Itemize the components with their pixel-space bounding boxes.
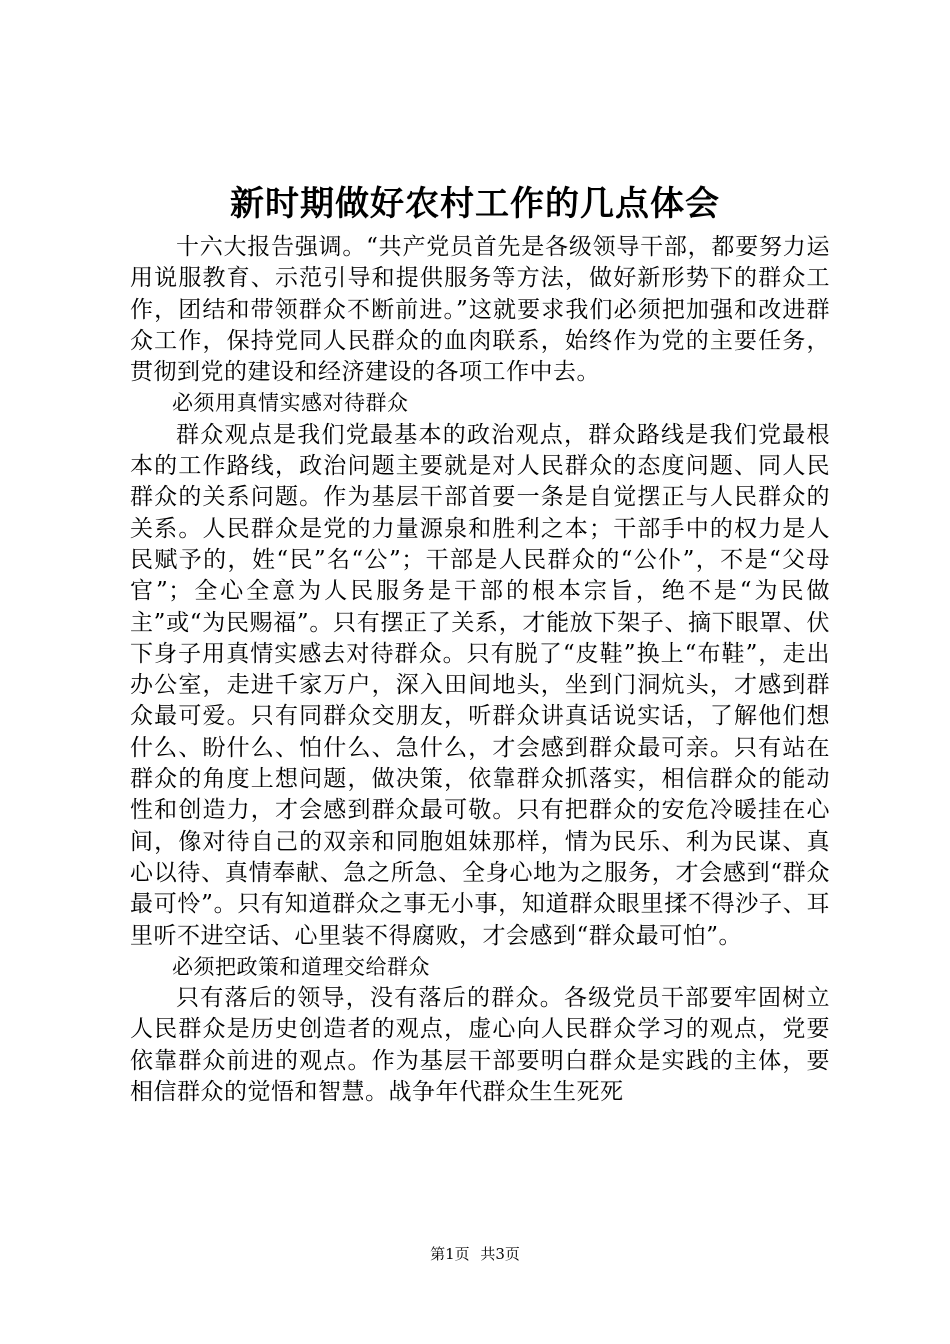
page-number: 第1页 (430, 1245, 470, 1263)
paragraph-section-1: 群众观点是我们党最基本的政治观点，群众路线是我们党最根本的工作路线，政治问题主要就是对人民群众的态度问题、同人民群众的关系问题。作为基层干部首要一条是自觉摆正与人民群众的关系。人民群众是党的力量源泉和胜利之本；干部手中的权力是人民赋予的，姓“民”名“公”；干部是人民群众的“公仆”，不是“父母官”；全心全意为人民服务是干部的根本宗旨，绝不是“为民做主”或“为民赐福”。只有摆正了关系，才能放下架子、摘下眼罩、伏下身子用真情实感去对待群众。只有脱了“皮鞋”换上“布鞋”，走出办公室，走进千家万户，深入田间地头，坐到门洞炕头，才感到群众最可爱。只有同群众交朋友，听群众讲真话说实话，了解他们想什么、盼什么、怕什么、急什么，才会感到群众最可亲。只有站在群众的角度上想问题，做决策，依靠群众抓落实，相信群众的能动性和创造力，才会感到群众最可敬。只有把群众的安危冷暖挂在心间，像对待自己的双亲和同胞姐妹那样，情为民乐、利为民谋、真心以待、真情奉献、急之所急、全身心地为之服务，才会感到“群众最可怜”。只有知道群众之事无小事，知道群众眼里揉不得沙子、耳里听不进空话、心里装不得腐败，才会感到“群众最可怕”。 (130, 421, 830, 949)
document-body (130, 232, 830, 1108)
section-heading-2: 必须把政策和道理交给群众 (172, 954, 430, 979)
section-heading-1: 必须用真情实感对待群众 (172, 391, 409, 416)
paragraph-section-2: 只有落后的领导，没有落后的群众。各级党员干部要牢固树立人民群众是历史创造者的观点，虚心向人民群众学习的观点，党要依靠群众前进的观点。作为基层干部要明白群众是实践的主体，要相信群众的觉悟和智慧。战争年代群众生生死死 (130, 985, 830, 1106)
page-footer (0, 1244, 950, 1264)
document-title: 新时期做好农村工作的几点体会 (230, 184, 720, 224)
page-total: 共3页 (480, 1245, 520, 1263)
paragraph-intro: 十六大报告强调。“共产党员首先是各级领导干部，都要努力运用说服教育、示范引导和提供服务等方法，做好新形势下的群众工作，团结和带领群众不断前进。”这就要求我们必须把加强和改进群众工作，保持党同人民群众的血肉联系，始终作为党的主要任务，贯彻到党的建设和经济建设的各项工作中去。 (130, 234, 830, 386)
